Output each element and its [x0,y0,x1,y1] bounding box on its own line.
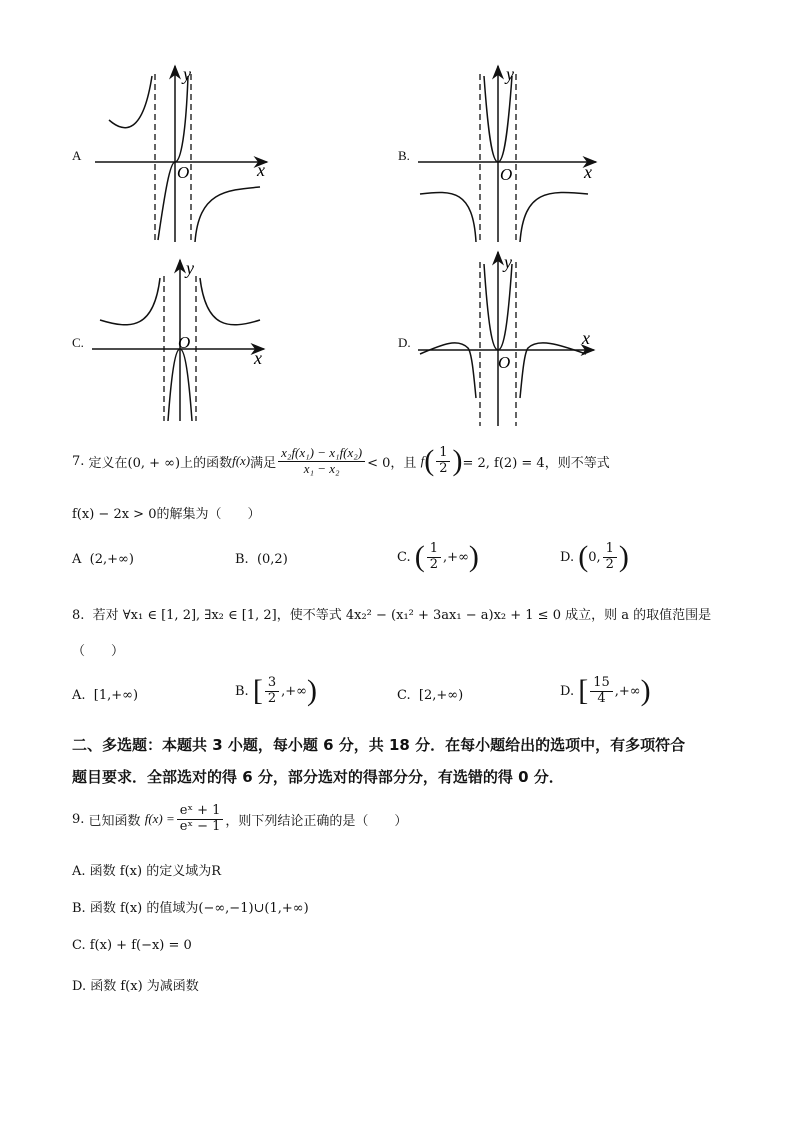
q7-number: 7. [72,453,85,469]
q9-number: 9. [72,811,85,827]
q8-option-b[interactable] [235,674,317,708]
option-b-label: B. [398,148,410,163]
q8-d-close: ) [640,674,651,707]
option-c-label: C. [72,335,84,350]
q7-paren-close: ) [452,444,463,477]
q9-option-b[interactable]: B. 函数 f(x) 的值域为(−∞,−1)∪(1,+∞) [72,901,309,916]
q8-option-c-value: [2,+∞) [418,688,464,703]
q7-c-den: 2 [429,556,439,572]
q8-option-d-label: D. [560,683,575,699]
section2-line2: 题目要求．全部选对的得 6 分，部分选对的得部分分，有选错的得 0 分． [72,768,564,786]
origin-label: O [500,165,513,184]
x-axis-label: x [257,160,265,180]
option-d-label: D. [398,335,411,350]
q7-cond: = 2, f(2) = 4，则不等式 [462,455,610,471]
graph-c [92,256,272,424]
q9-frac-den: eˣ − 1 [179,818,221,834]
q7-d-close: ) [618,540,629,573]
q8-text: 若对 ∀x₁ ∈ [1, 2], ∃x₂ ∈ [1, 2]，使不等式 4x₂² − (x₁² + 3ax₁ − a)x₂ + 1 ≤ 0 成立，则 a 的取值范围是 [92,608,712,623]
y-axis-label: y [506,64,514,84]
q9-option-a[interactable]: A. 函数 f(x) 的定义域为R [72,864,221,879]
q7-c-tail: ,+∞ [443,549,469,565]
q7-text-mid: 满足 [250,455,277,471]
q7-option-b-label: B. [235,552,249,567]
q9-fx: f(x) = [144,811,175,827]
curve-middle [158,76,188,240]
q9-fraction [177,804,224,835]
q7-line2: f(x) − 2x > 0的解集为（ ） [72,507,261,522]
q9-line1 [72,804,407,835]
x-axis-label: x [584,162,592,182]
curve-left [420,192,476,242]
graph-d [418,248,603,428]
q8-d-open: [ [578,674,589,707]
q7-option-c[interactable] [397,540,479,574]
q7-d-open: ( [578,540,589,573]
y-axis-label: y [504,252,512,272]
q7-fraction [278,446,365,477]
q7-d-den: 2 [605,556,614,572]
q7-fx: f(x) [232,453,251,468]
y-axis-label: y [183,64,191,84]
q8-option-d-frac [590,676,613,707]
q7-text-pre: 定义在(0, + ∞)上的函数 [88,455,233,471]
q7-c-close: ) [468,540,479,573]
q7-d-head: 0, [588,549,601,565]
q7-option-d-frac [603,542,617,573]
origin-label: O [178,333,191,352]
q7-line1 [72,444,610,478]
q7-frac-num: x₂f(x₁) − x₁f(x₂) [278,446,365,462]
q8-b-open: [ [252,674,263,707]
q7-f: f [420,453,425,468]
q7-paren-open: ( [424,444,435,477]
graph-b [418,62,603,247]
q7-c-open: ( [414,540,425,573]
q8-b-tail: ,+∞ [281,683,307,699]
q7-option-a-label: A [72,552,82,567]
y-axis-label: y [186,258,194,278]
q7-option-d[interactable] [560,540,629,574]
q7-option-d-label: D. [560,549,575,565]
q9-text-pre: 已知函数 [88,813,141,829]
q8-b-num: 3 [265,676,279,692]
q7-half-den: 2 [439,460,448,476]
q8-option-a-label: A. [72,688,86,703]
curve-right [200,278,260,325]
q7-c-num: 1 [427,542,441,558]
curve-right [195,187,260,242]
q8-paren: （ ） [72,644,125,659]
q7-option-c-label: C. [397,549,411,565]
section2-line1: 二、多选题：本题共 3 小题，每小题 6 分，共 18 分．在每小题给出的选项中，有多项符合 [72,736,686,754]
q9-frac-num: eˣ + 1 [177,804,224,820]
q9-option-d[interactable]: D. 函数 f(x) 为减函数 [72,979,199,994]
q8-b-close: ) [306,674,317,707]
curve-left [100,278,160,325]
q7-option-b-value: (0,2) [256,552,288,567]
x-axis-label: x [582,328,590,348]
q8-line1 [72,604,711,623]
q8-b-den: 2 [267,690,277,706]
q8-option-b-label: B. [235,683,249,699]
q7-option-b[interactable] [235,552,288,567]
q7-d-num: 1 [603,542,617,558]
option-a-label: A [72,148,82,163]
q7-option-c-frac [427,542,441,573]
curve-right [520,192,588,242]
q7-option-a[interactable] [72,552,134,567]
q8-option-c[interactable] [397,688,463,703]
q7-half [436,446,450,477]
q8-d-num: 15 [590,676,613,692]
curve-right [520,343,586,398]
q7-option-a-value: (2,+∞) [89,552,134,567]
q8-option-d[interactable] [560,674,651,708]
q8-d-tail: ,+∞ [614,683,641,699]
q7-frac-den: x₁ − x₂ [303,460,340,476]
graph-a [95,62,275,247]
q9-text-post: ，则下列结论正确的是（ ） [225,813,408,829]
curve-left [109,76,152,128]
q8-option-c-label: C. [397,688,411,703]
q8-option-b-frac [265,676,279,707]
q8-option-a[interactable] [72,688,138,703]
curve-left [420,343,476,398]
q8-d-den: 4 [597,690,606,706]
q7-lt: < 0，且 [367,455,417,471]
q8-number: 8. [72,608,85,623]
q7-half-num: 1 [436,446,450,462]
origin-label: O [177,163,190,182]
x-axis-label: x [254,348,262,368]
q8-option-a-value: [1,+∞) [93,688,139,703]
origin-label: O [498,353,511,372]
q9-option-c[interactable]: C. f(x) + f(−x) = 0 [72,938,192,953]
